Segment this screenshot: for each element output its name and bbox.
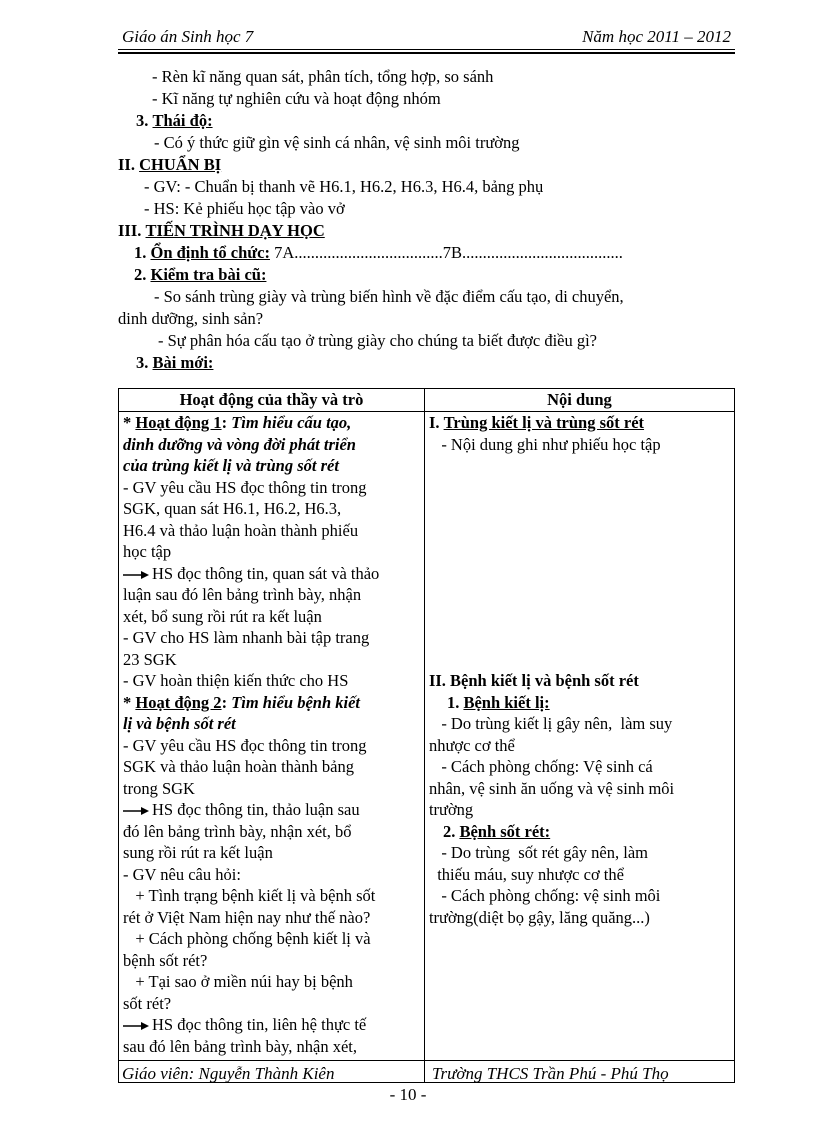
activity-2-question-line: - GV nêu câu hỏi: — [123, 864, 241, 884]
activity-1-line: - GV yêu cầu HS đọc thông tin trong — [123, 477, 367, 497]
activity-2-bullet: * — [123, 692, 136, 712]
activity-1-title-line: Tìm hiểu cấu tạo, — [231, 413, 352, 432]
activity-1-student-line — [123, 563, 420, 585]
activity-1-line: - GV cho HS làm nhanh bài tập trang — [123, 628, 370, 647]
content-sub-2-line: thiếu máu, suy nhược cơ thể — [428, 864, 624, 884]
attitude-number: 3. — [136, 111, 149, 130]
activity-2-student-text: HS đọc thông tin, thảo luận sau — [152, 800, 360, 819]
activity-2-colon: : — [221, 692, 232, 712]
content-section-1-number: I. — [428, 413, 440, 432]
activity-1-line: SGK, quan sát H6.1, H6.2, H6.3, — [123, 499, 342, 518]
step-1 — [118, 242, 738, 264]
page-header — [118, 27, 735, 49]
activity-1-line: - GV hoàn thiện kiến thức cho HS — [123, 671, 349, 690]
footer-school: Trường THCS Trần Phú - Phú Thọ — [432, 1064, 669, 1083]
activity-1-line: 23 SGK — [123, 649, 177, 669]
activity-2-student-line — [123, 799, 420, 821]
header-rule-thick — [118, 52, 735, 54]
activity-1-label: Hoạt động 1 — [135, 413, 222, 432]
lesson-intro — [118, 66, 738, 374]
content-section-1-heading — [429, 412, 730, 434]
content-cell — [424, 412, 734, 1083]
activity-2-line: trong SGK — [123, 778, 195, 798]
attitude-title: Thái độ: — [152, 111, 213, 130]
step-2 — [118, 264, 738, 286]
content-sub-1-heading — [429, 692, 730, 714]
header-school-year: Năm học 2011 – 2012 — [582, 27, 731, 46]
activity-2-title-line: Tìm hiểu bệnh kiết — [231, 692, 360, 712]
right-arrow-icon — [123, 570, 149, 580]
process-title: TIẾN TRÌNH DẠY HỌC — [145, 221, 325, 240]
activity-2-question-line: bệnh sốt rét? — [123, 950, 208, 970]
right-arrow-icon — [123, 1021, 149, 1031]
activity-1-student-line: xét, bổ sung rồi rút ra kết luận — [123, 606, 322, 626]
attitude-text: - Có ý thức giữ gìn vệ sinh cá nhân, vệ sinh môi trường — [154, 133, 520, 152]
preparation-heading — [118, 154, 738, 176]
activity-2-student-line — [123, 1014, 420, 1036]
content-sub-2-title: Bệnh sốt rét: — [459, 821, 551, 841]
activity-2-question-line: rét ở Việt Nam hiện nay như thế nào? — [123, 907, 371, 927]
step-3-title: Bài mới: — [152, 353, 214, 372]
col-activities-header: Hoạt động của thầy và trò — [119, 389, 425, 412]
header-rule-thin — [118, 49, 735, 50]
content-sub-1-line: - Cách phòng chống: Vệ sinh cá — [428, 757, 653, 776]
activity-1-title-line: của trùng kiết lị và trùng sốt rét — [123, 456, 339, 475]
content-sub-2-number: 2. — [442, 821, 456, 841]
content-section-1-title: Trùng kiết lị và trùng sốt rét — [443, 413, 645, 432]
preparation-number: II. — [118, 155, 135, 174]
content-sub-1-number: 1. — [446, 692, 460, 712]
activity-2-student-line: đó lên bảng trình bày, nhận xét, bổ — [123, 821, 352, 841]
content-sub-1-line: nhược cơ thể — [428, 735, 515, 755]
process-number: III. — [118, 221, 142, 240]
activity-2-title-line: lị và bệnh sốt rét — [123, 714, 236, 733]
activity-1-colon: : — [221, 413, 232, 432]
right-arrow-icon — [123, 806, 149, 816]
step-2-number: 2. — [134, 265, 147, 284]
content-sub-1-line: nhân, vệ sinh ăn uống và vệ sinh môi — [428, 778, 675, 798]
col-content-header: Nội dung — [424, 389, 734, 412]
table-body-row — [119, 412, 735, 1083]
process-heading — [118, 220, 738, 242]
footer-rule — [118, 1060, 735, 1061]
content-sub-2-line: - Cách phòng chống: vệ sinh môi — [428, 886, 661, 905]
activity-1-student-text: HS đọc thông tin, quan sát và thảo — [152, 563, 380, 583]
page-number: - 10 - — [389, 1085, 427, 1104]
activity-1-title-line: dinh dưỡng và vòng đời phát triển — [123, 434, 356, 454]
skill-line-1: - Rèn kĩ năng quan sát, phân tích, tổng hợp, so sánh — [152, 67, 494, 86]
step-3 — [118, 352, 738, 374]
step-2-question-1b: dinh dưỡng, sinh sản? — [118, 309, 264, 328]
step-1-number: 1. — [134, 243, 147, 262]
preparation-student: - HS: Kẻ phiếu học tập vào vở — [144, 199, 345, 218]
content-sub-1-line: trường — [428, 800, 474, 819]
step-3-number: 3. — [136, 353, 149, 372]
content-section-2-title: II. Bệnh kiết lị và bệnh sốt rét — [428, 671, 639, 690]
footer-teacher: Giáo viên: Nguyễn Thành Kiên — [122, 1064, 335, 1083]
activity-2-heading — [123, 692, 420, 714]
preparation-title: CHUẨN BỊ — [139, 155, 222, 174]
activity-table — [118, 388, 735, 1083]
preparation-teacher: - GV: - Chuẩn bị thanh vẽ H6.1, H6.2, H6.3, H6.4, bảng phụ — [144, 177, 544, 196]
content-sub-2-line: trường(diệt bọ gậy, lăng quăng...) — [428, 907, 650, 927]
step-1-title: Ổn định tổ chức: — [150, 243, 270, 262]
table-header-row — [119, 389, 735, 412]
activity-1-line: học tập — [123, 542, 172, 561]
activities-cell — [119, 412, 425, 1083]
activity-1-bullet: * — [123, 413, 136, 432]
step-2-question-2: - Sự phân hóa cấu tạo ở trùng giày cho chúng ta biết được điều gì? — [158, 331, 598, 350]
activity-2-line: - GV yêu cầu HS đọc thông tin trong — [123, 735, 367, 755]
content-sub-2-line: - Do trùng sốt rét gây nên, làm — [428, 843, 648, 862]
activity-2-question-line: sốt rét? — [123, 993, 172, 1013]
content-spacer — [429, 455, 730, 670]
content-section-1-text: - Nội dung ghi như phiếu học tập — [428, 434, 661, 454]
step-2-question-1a: - So sánh trùng giày và trùng biến hình về đặc điểm cấu tạo, di chuyển, — [154, 287, 624, 306]
step-2-title: Kiểm tra bài cũ: — [150, 265, 267, 284]
activity-1-line: H6.4 và thảo luận hoàn thành phiếu — [123, 520, 359, 540]
activity-1-heading — [123, 412, 420, 434]
activity-2-student-line: sung rồi rút ra kết luận — [123, 843, 273, 862]
activity-2-question-line: + Tình trạng bệnh kiết lị và bệnh sốt — [123, 886, 376, 905]
content-sub-1-title: Bệnh kiết lị: — [463, 692, 550, 712]
content-sub-2-heading — [429, 821, 730, 843]
header-course: Giáo án Sinh học 7 — [122, 27, 254, 46]
activity-2-question-line: + Tại sao ở miền núi hay bị bệnh — [123, 972, 353, 991]
attitude-heading — [118, 110, 738, 132]
activity-2-line: SGK và thảo luận hoàn thành bảng — [123, 757, 354, 776]
step-1-text: 7A....................................7B....................................... — [269, 243, 623, 262]
activity-2-student-text: HS đọc thông tin, liên hệ thực tế — [152, 1015, 367, 1034]
activity-2-student-line: sau đó lên bảng trình bày, nhận xét, — [123, 1036, 357, 1056]
content-sub-1-line: - Do trùng kiết lị gây nên, làm suy — [428, 714, 673, 733]
skill-line-2: - Kĩ năng tự nghiên cứu và hoạt động nhóm — [152, 89, 441, 108]
activity-2-question-line: + Cách phòng chống bệnh kiết lị và — [123, 929, 371, 948]
activity-1-student-line: luận sau đó lên bảng trình bày, nhận — [123, 585, 362, 604]
activity-2-label: Hoạt động 2 — [135, 692, 222, 712]
